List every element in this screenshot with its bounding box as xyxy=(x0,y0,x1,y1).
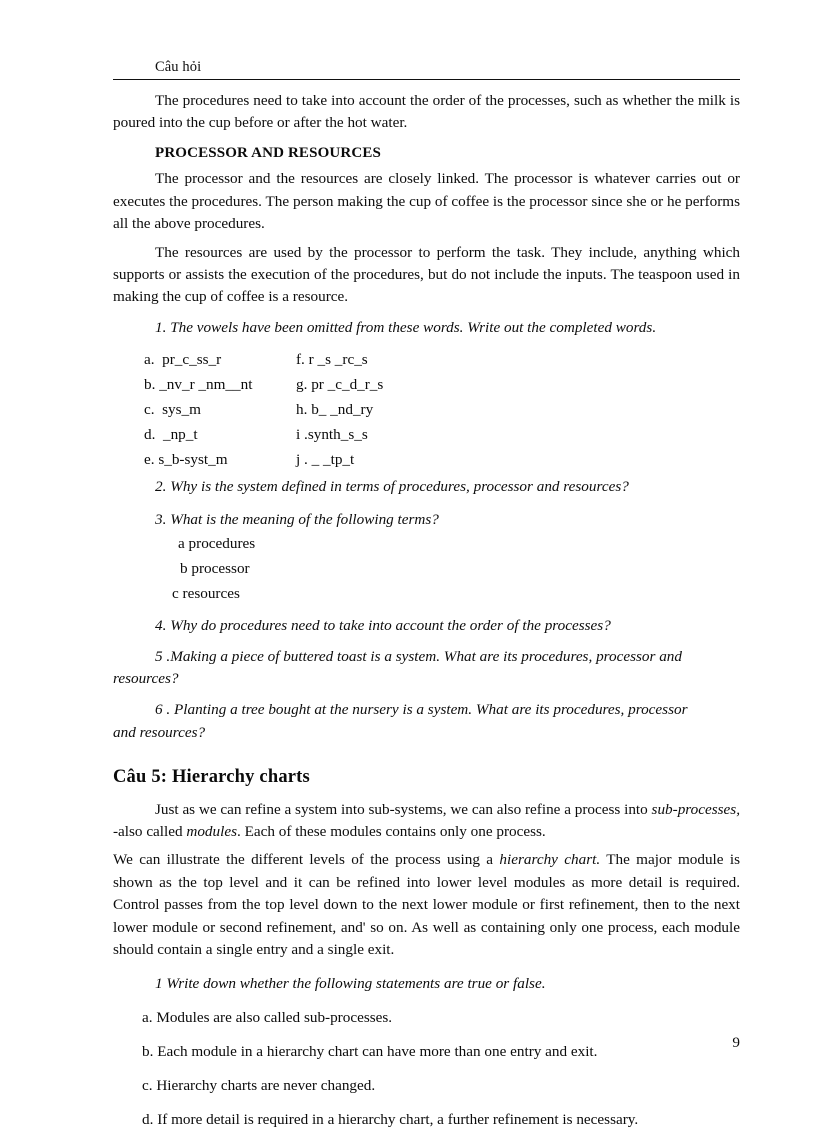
running-header xyxy=(113,58,740,80)
section-heading-cau-5: Câu 5: Hierarchy charts xyxy=(113,766,310,787)
header-divider xyxy=(113,79,740,80)
question-6-line-2: and resources? xyxy=(113,723,206,741)
word-item-a: a. pr_c_ss_r xyxy=(144,351,222,369)
question-6 xyxy=(113,699,740,743)
true-false-item-a: a. Modules are also called sub-processes. xyxy=(142,1008,393,1026)
word-item-i: i .synth_s_s xyxy=(296,426,368,444)
paragraph-processor: The processor and the resources are closely linked. The processor is whatever carries out or executes the procedures. The person making the cup of coffee is the processor since she or he performs all the above procedures. xyxy=(113,170,740,232)
word-item-f: f. r _s _rc_s xyxy=(296,351,368,369)
true-false-prompt: 1 Write down whether the following statements are true or false. xyxy=(155,974,546,992)
subheading-processor-and-resources: PROCESSOR AND RESOURCES xyxy=(155,145,381,162)
exercise-vowels-grid xyxy=(113,347,740,472)
word-item-c: c. sys_m xyxy=(144,401,201,419)
true-false-item-b: b. Each module in a hierarchy chart can have more than one entry and exit. xyxy=(142,1042,598,1060)
word-item-e: e. s_b-syst_m xyxy=(144,451,228,469)
question-2: 2. Why is the system defined in terms of procedures, processor and resources? xyxy=(155,478,629,496)
paragraph-hierarchy-chart xyxy=(113,849,740,962)
question-4: 4. Why do procedures need to take into account the order of the processes? xyxy=(155,616,611,634)
paragraph-hierarchy-part-1: We can illustrate the different levels of the process using a xyxy=(113,851,500,869)
word-row xyxy=(113,447,740,472)
running-header-title: Câu hỏi xyxy=(155,59,202,75)
page-content xyxy=(113,58,740,1131)
word-row xyxy=(113,397,740,422)
term-modules: modules xyxy=(186,822,237,840)
question-3-term-c: c resources xyxy=(172,584,240,602)
word-item-g: g. pr _c_d_r_s xyxy=(296,376,384,394)
word-item-h: h. b_ _nd_ry xyxy=(296,401,374,419)
question-5-line-2: resources? xyxy=(113,670,179,688)
word-row xyxy=(113,372,740,397)
question-5 xyxy=(113,646,740,690)
paragraph-subprocesses-part-2: -also called xyxy=(113,822,187,840)
paragraph-subprocesses-part-1: Just as we can refine a system into sub-systems, we can also refine a process into xyxy=(155,800,652,818)
word-row xyxy=(113,347,740,372)
exercise-vowels-prompt: 1. The vowels have been omitted from these words. Write out the completed words. xyxy=(155,319,657,337)
paragraph-subprocesses-part-3: . Each of these modules contains only one process. xyxy=(237,822,546,840)
term-hierarchy-chart: hierarchy chart. xyxy=(499,851,601,869)
question-3-term-a: a procedures xyxy=(178,534,256,552)
word-item-b: b. _nv_r _nm__nt xyxy=(144,376,253,394)
paragraph-procedures: The procedures need to take into account the order of the processes, such as whether the milk is poured into the cup before or after the hot water. xyxy=(113,92,740,132)
question-5-line-1: 5 .Making a piece of buttered toast is a system. What are its procedures, processor and xyxy=(155,647,682,665)
true-false-item-d: d. If more detail is required in a hierarchy chart, a further refinement is necessary. xyxy=(142,1110,639,1128)
word-item-d: d. _np_t xyxy=(144,426,198,444)
word-item-j: j . _ _tp_t xyxy=(296,451,355,469)
paragraph-subprocesses xyxy=(113,799,740,843)
term-sub-processes: sub-processes, xyxy=(651,800,740,818)
word-row xyxy=(113,422,740,447)
paragraph-resources: The resources are used by the processor to perform the task. They include, anything which supports or assists the execution of the procedures, but do not include the inputs. The teaspoon used in making the cup of coffee is a resource. xyxy=(113,243,740,305)
question-6-line-1: 6 . Planting a tree bought at the nursery is a system. What are its procedures, processor xyxy=(155,701,688,719)
question-3: 3. What is the meaning of the following terms? xyxy=(155,510,439,528)
paragraph-hierarchy-part-2: The major module is shown as the top level and it can be refined into lower level modules as more detail is required. Control passes from the top level down to the next lower module or first refinement, then to the next lower module or second refinement, and' so on. As well as containing only one process, each module should contain a single entry and a single exit. xyxy=(113,851,741,959)
true-false-item-c: c. Hierarchy charts are never changed. xyxy=(142,1076,376,1094)
question-3-term-b: b processor xyxy=(180,559,250,577)
page-number: 9 xyxy=(732,1034,740,1051)
